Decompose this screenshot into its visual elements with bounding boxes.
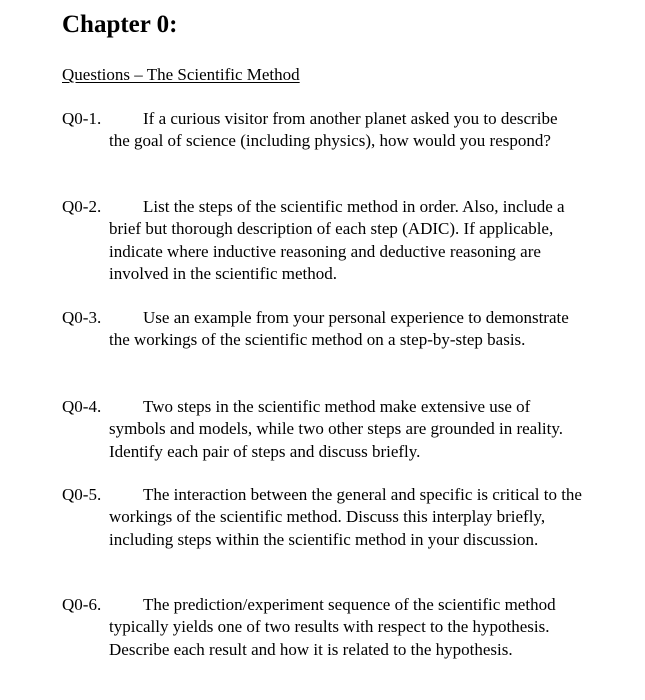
question-number: Q0-4. (62, 397, 102, 416)
question-item (62, 396, 582, 463)
question-item (62, 484, 582, 551)
question-number: Q0-5. (62, 485, 102, 504)
question-text: If a curious visitor from another planet asked you to describe the goal of science (including physics), how would you respond? (109, 109, 558, 151)
question-number: Q0-3. (62, 308, 102, 327)
chapter-title: Chapter 0: (62, 11, 178, 38)
question-text: List the steps of the scientific method in order. Also, include a brief but thorough description of each step (ADIC). If applicable, indicate where inductive reasoning and deductive reasoning are involved in the scientific method. (109, 197, 565, 283)
question-number: Q0-2. (62, 197, 102, 216)
question-item (62, 108, 582, 153)
question-number: Q0-6. (62, 595, 102, 614)
section-heading: Questions – The Scientific Method (62, 65, 300, 84)
question-text: The interaction between the general and specific is critical to the workings of the scientific method. Discuss this interplay briefly, including steps within the scientific method in your discussion. (109, 485, 582, 549)
question-text: Two steps in the scientific method make extensive use of symbols and models, while two other steps are grounded in reality. Identify each pair of steps and discuss briefly. (109, 397, 564, 461)
question-number: Q0-1. (62, 109, 102, 128)
question-item (62, 307, 582, 352)
question-text: The prediction/experiment sequence of the scientific method typically yields one of two results with respect to the hypothesis. Describe each result and how it is related to the hypothesis. (109, 595, 556, 659)
question-item (62, 196, 582, 285)
question-item (62, 594, 582, 661)
question-text: Use an example from your personal experience to demonstrate the workings of the scientific method on a step-by-step basis. (109, 308, 569, 350)
